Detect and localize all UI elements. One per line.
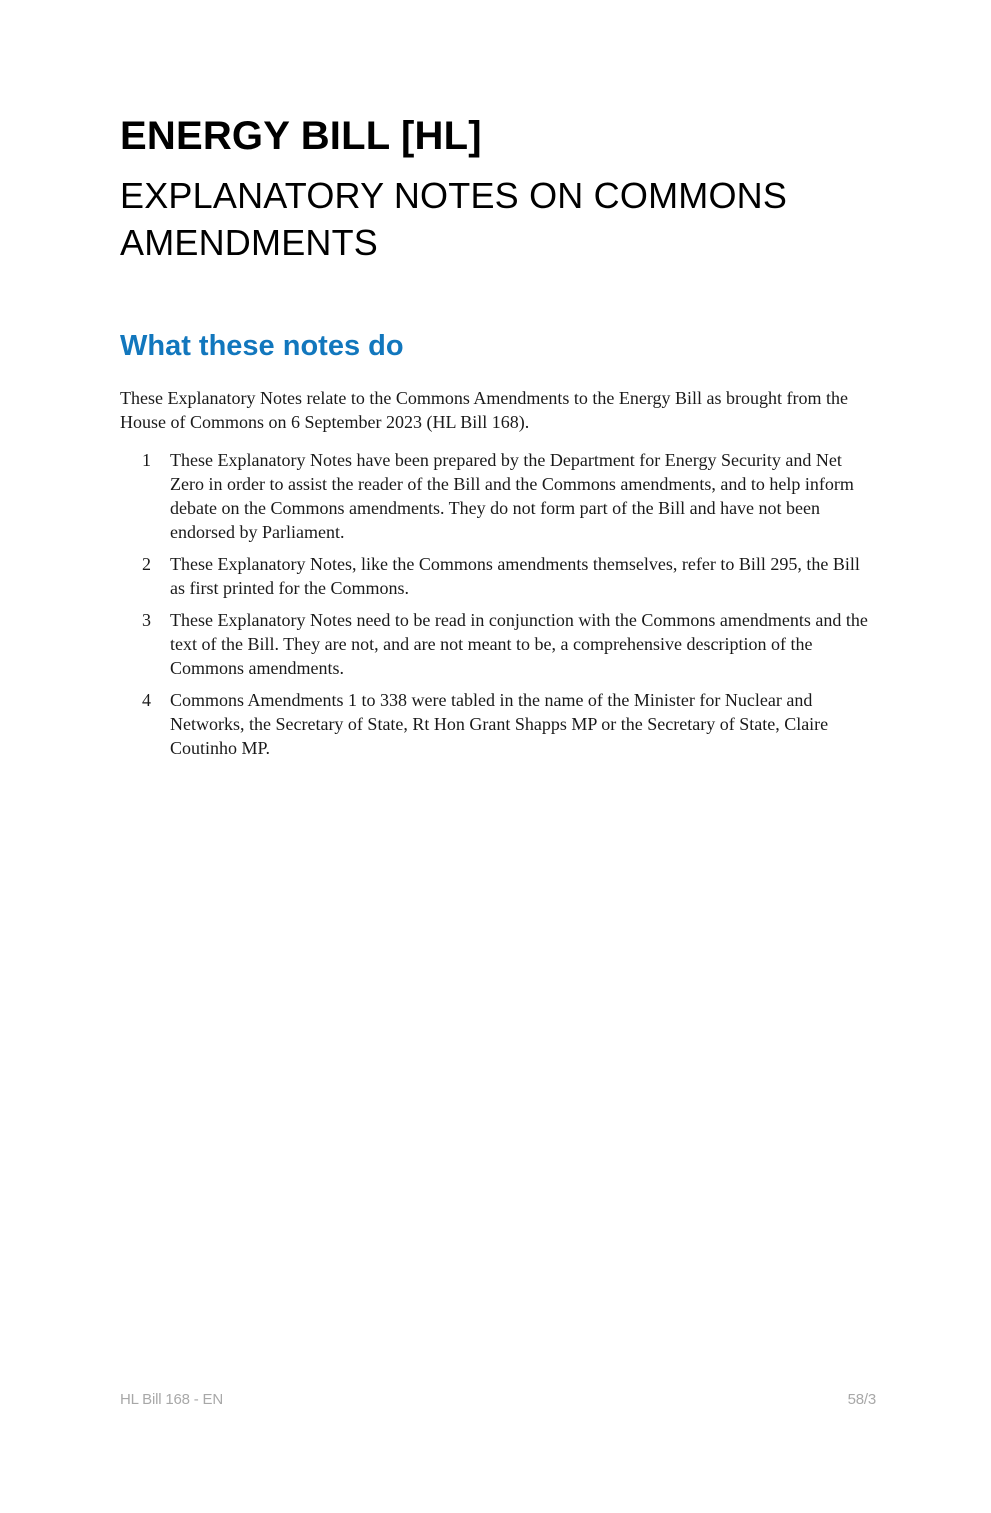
note-text: These Explanatory Notes need to be read in conjunction with the Commons amendments and the text of the Bill. They are not, and are not meant to be, a comprehensive description of the Commons amendments. [170, 610, 868, 678]
note-item-1 [120, 448, 876, 544]
note-text: These Explanatory Notes have been prepared by the Department for Energy Security and Net Zero in order to assist the reader of the Bill and the Commons amendments, and to help inform debate on the Commons amendments. They do not form part of the Bill and have not been endorsed by Parliament. [170, 450, 854, 542]
document-title: ENERGY BILL [HL] [120, 114, 482, 158]
document-page [0, 112, 991, 1513]
note-item-2 [120, 552, 876, 600]
footer-page-number: 58/3 [847, 1391, 876, 1408]
note-text: Commons Amendments 1 to 338 were tabled in the name of the Minister for Nuclear and Networks, the Secretary of State, Rt Hon Grant Shapps MP or the Secretary of State, Claire Coutinho MP. [170, 690, 829, 758]
footer-bill-reference: HL Bill 168 - EN [120, 1391, 223, 1408]
note-item-3 [120, 608, 876, 680]
page-footer [120, 1391, 876, 1409]
note-text: These Explanatory Notes, like the Commons amendments themselves, refer to Bill 295, the Bill as first printed for the Commons. [170, 554, 860, 598]
document-subtitle: EXPLANATORY NOTES ON COMMONS AMENDMENTS [120, 175, 788, 263]
note-item-4 [120, 688, 876, 760]
note-number: 1 [142, 450, 151, 470]
section-heading: What these notes do [120, 330, 404, 362]
note-number: 3 [142, 610, 151, 630]
numbered-notes-list [120, 448, 876, 760]
intro-paragraph: These Explanatory Notes relate to the Commons Amendments to the Energy Bill as brought from the House of Commons on 6 September 2023 (HL Bill 168). [120, 388, 849, 432]
note-number: 4 [142, 690, 151, 710]
note-number: 2 [142, 554, 151, 574]
